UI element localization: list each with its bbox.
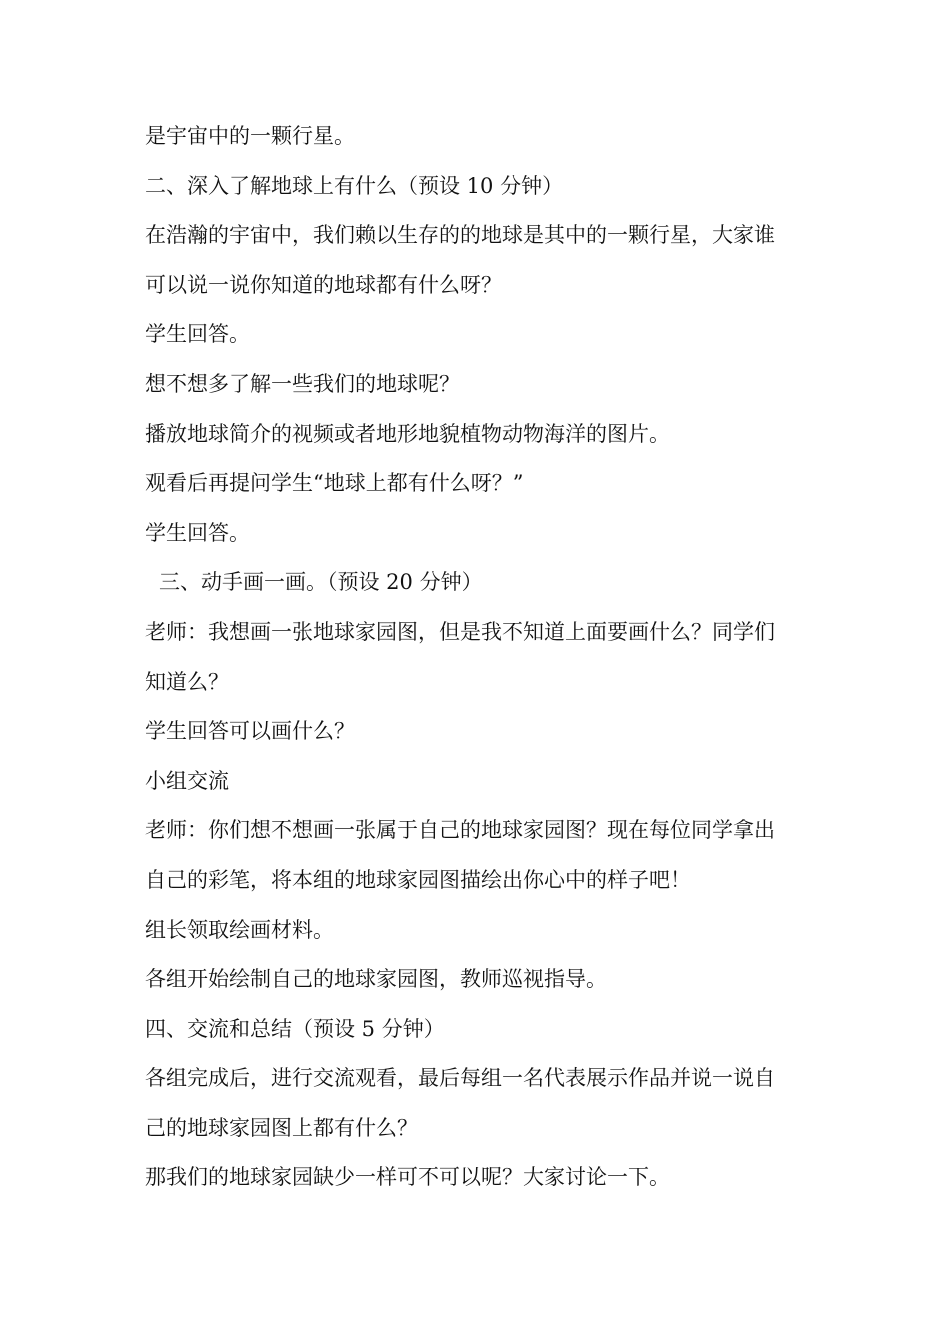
text-line: 自己的彩笔，将本组的地球家园图描绘出你心中的样子吧！ [145,867,691,892]
text-line: 知道么？ [145,669,229,694]
text-line: 可以说一说你知道的地球都有什么呀？ [145,272,502,297]
section-heading-2: 二、深入了解地球上有什么（预设 10 分钟） [145,173,564,198]
text-line: 是宇宙中的一颗行星。 [145,124,355,148]
text-line: 各组开始绘制自己的地球家园图，教师巡视指导。 [145,967,607,992]
section-heading-4: 四、交流和总结（预设 5 分钟） [145,1016,445,1041]
text-line: 老师：你们想不想画一张属于自己的地球家园图？现在每位同学拿出 [145,818,775,843]
section-heading-3: 三、动手画一画。（预设 20 分钟） [159,570,483,595]
text-line: 播放地球简介的视频或者地形地貌植物动物海洋的图片。 [145,421,670,446]
text-line: 学生回答可以画什么？ [145,719,355,744]
text-line: 小组交流 [145,768,229,793]
text-line: 学生回答。 [145,322,250,347]
text-line: 组长领取绘画材料。 [145,917,334,942]
text-line: 观看后再提问学生“地球上都有什么呀？” [145,471,524,496]
text-line: 学生回答。 [145,520,250,545]
document-body [145,112,815,1203]
text-line: 各组完成后，进行交流观看，最后每组一名代表展示作品并说一说自 [145,1066,775,1091]
text-line: 那我们的地球家园缺少一样可不可以呢？大家讨论一下。 [145,1165,670,1190]
text-line: 老师：我想画一张地球家园图，但是我不知道上面要画什么？同学们 [145,619,775,644]
text-line: 己的地球家园图上都有什么？ [145,1115,418,1140]
text-line: 在浩瀚的宇宙中，我们赖以生存的的地球是其中的一颗行星，大家谁 [145,223,775,248]
text-line: 想不想多了解一些我们的地球呢？ [145,371,460,396]
